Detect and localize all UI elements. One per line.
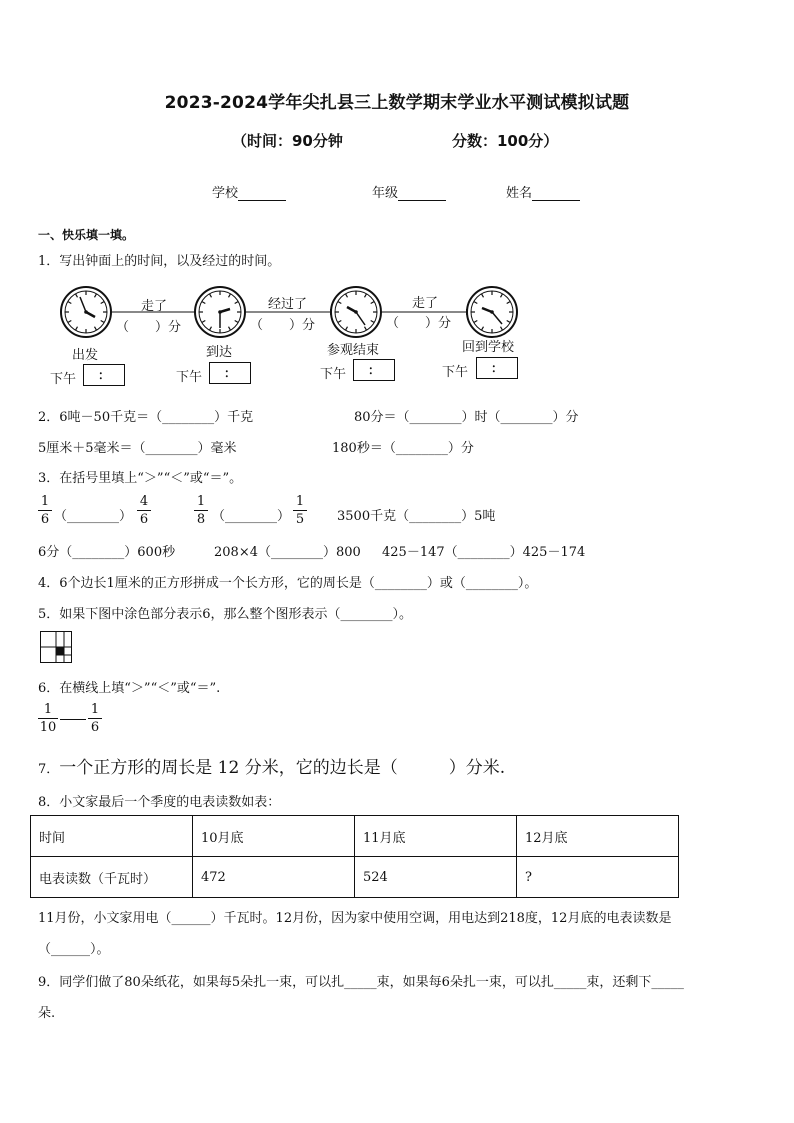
table-cell: 电表读数（千瓦时） — [31, 857, 193, 898]
question-2c: 5厘米＋5毫米＝（________）毫米 — [38, 441, 237, 456]
school-field[interactable] — [212, 182, 286, 201]
question-5-text: 5．如果下图中涂色部分表示6，那么整个图形表示（________）。 — [38, 607, 413, 622]
time-box-4[interactable]: ： — [476, 357, 518, 379]
fraction-4-6: 4 6 — [137, 494, 151, 527]
clock-label-visit-end: 参观结束 — [327, 343, 380, 358]
name-label: 姓名 — [506, 186, 533, 201]
name-field[interactable] — [506, 182, 580, 201]
question-3d: 6分（________）600秒 — [38, 545, 176, 560]
clock-label-arrive: 到达 — [206, 345, 233, 360]
question-8-after-2: （______）。 — [38, 942, 110, 957]
time-limit: （时间：90分钟 — [232, 132, 343, 150]
time-box-3[interactable]: ： — [353, 359, 395, 381]
clock-icon — [61, 287, 111, 337]
table-header-cell: 12月底 — [517, 816, 679, 857]
section-title: 一、快乐填一填。 — [38, 228, 135, 242]
school-label: 学校 — [212, 186, 239, 201]
question-3c: 3500千克（________）5吨 — [337, 509, 496, 524]
question-3e: 208×4（________）800 — [214, 545, 361, 560]
table-header-cell: 时间 — [31, 816, 193, 857]
question-8-after-1: 11月份，小文家用电（______）千瓦时。12月份，因为家中使用空调，用电达到218度，12月底的电表读数是 — [38, 911, 672, 926]
grade-blank[interactable] — [398, 188, 446, 201]
minutes-blank-1[interactable]: （ ）分 — [116, 320, 182, 335]
minutes-blank-2[interactable]: （ ）分 — [250, 318, 316, 333]
fraction-1-6b: 1 6 — [88, 702, 102, 735]
exam-title: 2023-2024学年尖扎县三上数学期末学业水平测试模拟试题 — [164, 93, 630, 113]
question-3f: 425－147（________）425－174 — [382, 545, 586, 560]
clock-icon — [331, 287, 381, 337]
question-1-text: 1．写出钟面上的时间，以及经过的时间。 — [38, 254, 281, 269]
grade-label: 年级 — [372, 186, 399, 201]
pm-label-2: 下午 — [176, 370, 203, 385]
total-score: 分数：100分） — [452, 132, 559, 150]
fraction-1-6: 1 6 — [38, 494, 52, 527]
fraction-1-10: 1 10 — [39, 702, 57, 735]
table-cell: 472 — [193, 857, 355, 898]
arrow-2-label: 经过了 — [268, 297, 308, 312]
table-header-cell: 10月底 — [193, 816, 355, 857]
question-2a: 2．6吨－50千克＝（________）千克 — [38, 410, 254, 425]
arrow-1-label: 走了 — [141, 299, 168, 314]
minutes-blank-3[interactable]: （ ）分 — [386, 316, 452, 331]
question-8-text: 8．小文家最后一个季度的电表读数如表： — [38, 795, 281, 810]
table-row — [31, 857, 679, 898]
question-7-number: 7． — [38, 762, 60, 777]
meter-table — [30, 815, 679, 898]
question-2b: 80分＝（________）时（________）分 — [354, 410, 579, 425]
fraction-1-5: 1 5 — [293, 494, 307, 527]
compare-blank-1[interactable]: （________） — [54, 509, 133, 524]
arrow-3-label: 走了 — [412, 296, 439, 311]
table-row — [31, 816, 679, 857]
question-9-line-2: 朵. — [38, 1006, 56, 1021]
clock-icon — [195, 287, 245, 337]
school-blank[interactable] — [238, 188, 286, 201]
clock-label-depart: 出发 — [72, 348, 99, 363]
clock-label-return: 回到学校 — [462, 340, 515, 355]
question-7 — [38, 753, 505, 778]
question-4-text: 4．6个边长1厘米的正方形拼成一个长方形，它的周长是（________）或（________）。 — [38, 576, 538, 591]
table-header-cell: 11月底 — [355, 816, 517, 857]
question-3-text: 3．在括号里填上“＞”“＜”或“＝”。 — [38, 471, 243, 486]
question-2d: 180秒＝（________）分 — [332, 441, 474, 456]
table-cell: 524 — [355, 857, 517, 898]
table-cell: ? — [517, 857, 679, 898]
grade-field[interactable] — [372, 182, 446, 201]
time-box-1[interactable]: ： — [83, 364, 125, 386]
compare-blank-2[interactable]: （________） — [212, 509, 291, 524]
time-box-2[interactable]: ： — [209, 362, 251, 384]
question-6-text: 6．在横线上填“＞”“＜”或“＝”. — [38, 681, 221, 696]
question-9-line-1: 9．同学们做了80朵纸花，如果每5朵扎一束，可以扎_____束，如果每6朵扎一束，可以扎_____束，还剩下_____ — [38, 975, 684, 990]
pm-label-1: 下午 — [50, 372, 77, 387]
compare-line[interactable] — [60, 719, 86, 720]
name-blank[interactable] — [532, 188, 580, 201]
grid-figure — [40, 631, 72, 663]
shaded-cell — [57, 648, 65, 656]
pm-label-3: 下午 — [320, 367, 347, 382]
clock-icon — [467, 287, 517, 337]
fraction-1-8: 1 8 — [194, 494, 208, 527]
question-7-text: 一个正方形的周长是 12 分米，它的边长是（ ）分米. — [59, 758, 506, 778]
pm-label-4: 下午 — [442, 365, 469, 380]
